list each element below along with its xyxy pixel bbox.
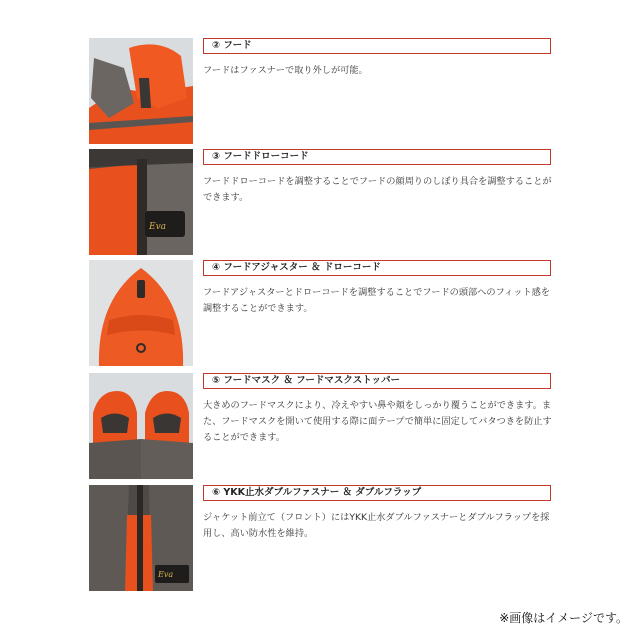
feature-description: フードドローコードを調整することでフードの顔周りのしぼり具合を調整することができます。 [203, 176, 552, 203]
feature-title: ⑥ YKK止水ダブルファスナー ＆ ダブルフラップ [203, 485, 551, 501]
hood-photo [89, 38, 193, 144]
feature-description: ジャケット前立て（フロント）にはYKK止水ダブルファスナーとダブルフラップを採用し、高い防水性を維持。 [203, 512, 550, 539]
front-zipper-photo [89, 485, 193, 591]
hood-adjuster-photo [89, 260, 193, 366]
feature-title: ④ フードアジャスター ＆ ドローコード [203, 260, 551, 276]
feature-title: ③ フードドローコード [203, 149, 551, 165]
feature-row-front-zipper [89, 485, 553, 591]
feature-title: ② フード [203, 38, 551, 54]
hood-drawcord-photo [89, 149, 193, 255]
feature-row-hood-adjuster [89, 260, 553, 366]
hood-mask-photo [89, 373, 193, 479]
image-disclaimer-note: ※画像はイメージです。 [499, 611, 628, 625]
feature-row-hood-mask [89, 373, 553, 479]
svg-text:Eva: Eva [149, 222, 167, 232]
svg-text:Eva: Eva [158, 570, 174, 579]
feature-description: フードはファスナーで取り外しが可能。 [203, 65, 368, 76]
feature-description: フードアジャスターとドローコードを調整することでフードの頭部へのフィット感を調整することができます。 [203, 287, 551, 314]
feature-title: ⑤ フードマスク ＆ フードマスクストッパー [203, 373, 551, 389]
feature-row-hood [89, 38, 553, 144]
feature-description: 大きめのフードマスクにより、冷えやすい鼻や頬をしっかり覆うことができます。また、フードマスクを開いて使用する際に面テープで簡単に固定してバタつきを防止することができます。 [203, 400, 552, 443]
feature-row-hood-drawcord [89, 149, 553, 255]
